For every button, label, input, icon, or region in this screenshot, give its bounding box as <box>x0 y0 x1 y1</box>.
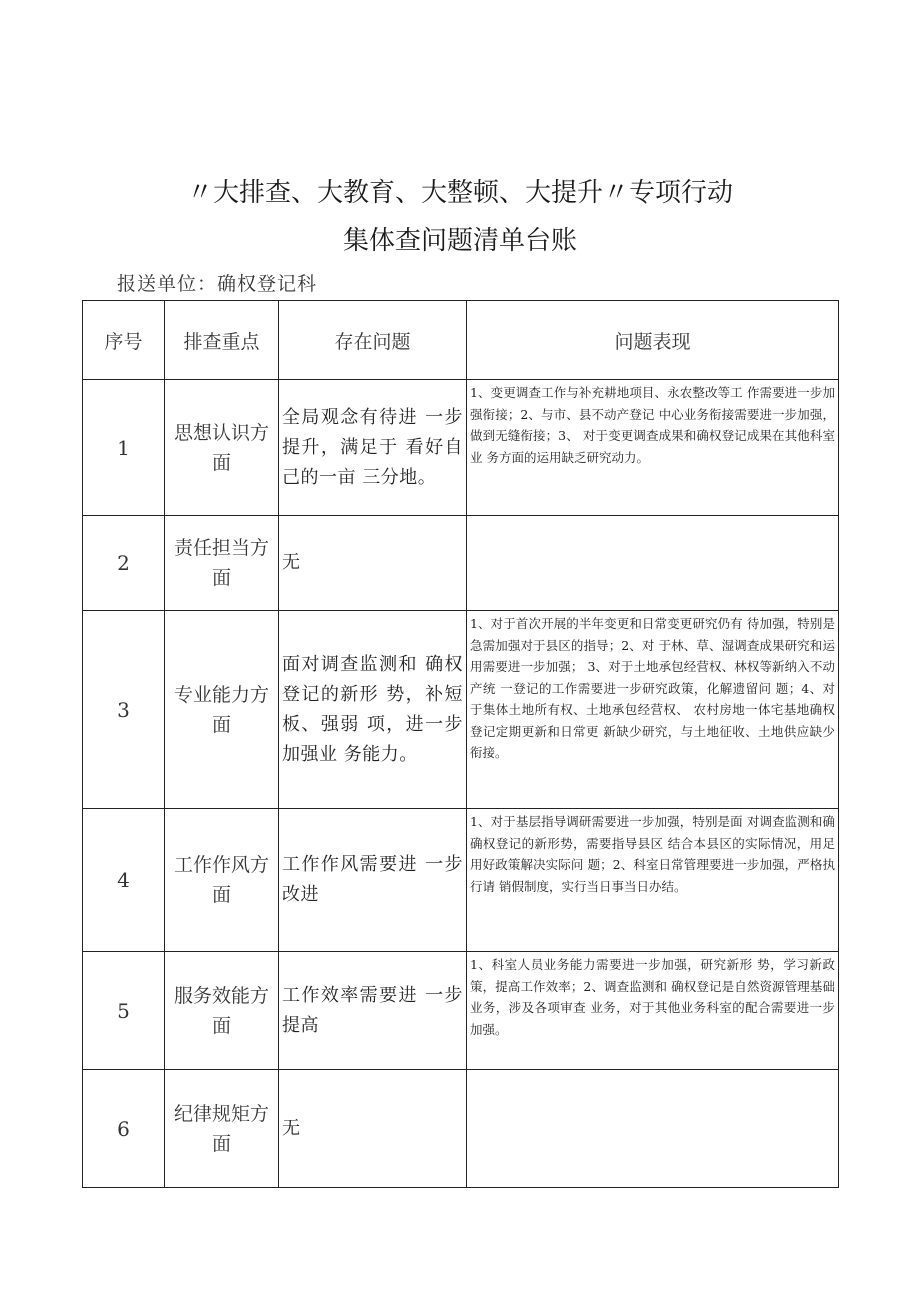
table-row <box>83 952 839 1070</box>
row-focus: 纪律规矩方面 <box>165 1070 279 1188</box>
report-unit: 报送单位：确权登记科 <box>117 273 318 295</box>
row-detail <box>467 1070 839 1188</box>
table-row <box>83 380 839 516</box>
header-focus: 排查重点 <box>165 301 279 380</box>
row-detail <box>467 516 839 611</box>
row-focus: 责任担当方面 <box>165 516 279 611</box>
row-issue: 工作作风需要进 一步改进 <box>279 809 467 952</box>
table-row <box>83 611 839 809</box>
row-detail: 1、变更调查工作与补充耕地项目、永农整改等工 作需要进一步加强衔接；2、与市、县不动产登记 中心业务衔接需要进一步加强，做到无缝衔接；3、 对于变更调查成果和确权登记成果在其他科室业 务方面的运用缺乏研究动力。 <box>467 380 839 516</box>
row-focus: 专业能力方面 <box>165 611 279 809</box>
row-detail: 1、对于首次开展的半年变更和日常变更研究仍有 待加强，特别是急需加强对于县区的指导；2、对 于林、草、湿调查成果研究和运用需要进一步加强； 3、对于土地承包经营权、林权等新纳入不动产统 一登记的工作需要进一步研究政策，化解遗留问 题；4、对于集体土地所有权、土地承包经营权、 农村房地一体宅基地确权登记定期更新和日常更 新缺少研究，与土地征收、土地供应缺少衔接。 <box>467 611 839 809</box>
row-issue: 无 <box>279 1070 467 1188</box>
table-header-row <box>83 301 839 380</box>
table-row <box>83 809 839 952</box>
row-number: 4 <box>83 809 165 952</box>
row-focus: 服务效能方面 <box>165 952 279 1070</box>
row-focus: 思想认识方面 <box>165 380 279 516</box>
table-row <box>83 1070 839 1188</box>
issue-ledger-table <box>82 300 839 1188</box>
row-number: 5 <box>83 952 165 1070</box>
row-issue: 面对调查监测和 确权登记的新形 势，补短板、强弱 项，进一步加强业 务能力。 <box>279 611 467 809</box>
row-detail: 1、科室人员业务能力需要进一步加强，研究新形 势，学习新政策，提高工作效率；2、调查监测和 确权登记是自然资源管理基础业务，涉及各项审查 业务，对于其他业务科室的配合需要进一步加强。 <box>467 952 839 1070</box>
row-detail: 1、对于基层指导调研需要进一步加强，特别是面 对调查监测和确确权登记的新形势，需要指导县区 结合本县区的实际情况，用足用好政策解决实际问 题；2、科室日常管理要进一步加强，严格执行请 销假制度，实行当日事当日办结。 <box>467 809 839 952</box>
row-number: 6 <box>83 1070 165 1188</box>
document-title-line2: 集体查问题清单台账 <box>342 226 577 256</box>
row-focus: 工作作风方面 <box>165 809 279 952</box>
header-issue: 存在问题 <box>279 301 467 380</box>
document-title-line1: 〃大排查、大教育、大整顿、大提升〃专项行动 <box>186 178 733 208</box>
row-number: 2 <box>83 516 165 611</box>
table-row <box>83 516 839 611</box>
header-no: 序号 <box>83 301 165 380</box>
row-issue: 无 <box>279 516 467 611</box>
row-number: 3 <box>83 611 165 809</box>
header-detail: 问题表现 <box>467 301 839 380</box>
row-issue: 工作效率需要进 一步提高 <box>279 952 467 1070</box>
row-number: 1 <box>83 380 165 516</box>
row-issue: 全局观念有待进 一步提升，满足于 看好自己的一亩 三分地。 <box>279 380 467 516</box>
